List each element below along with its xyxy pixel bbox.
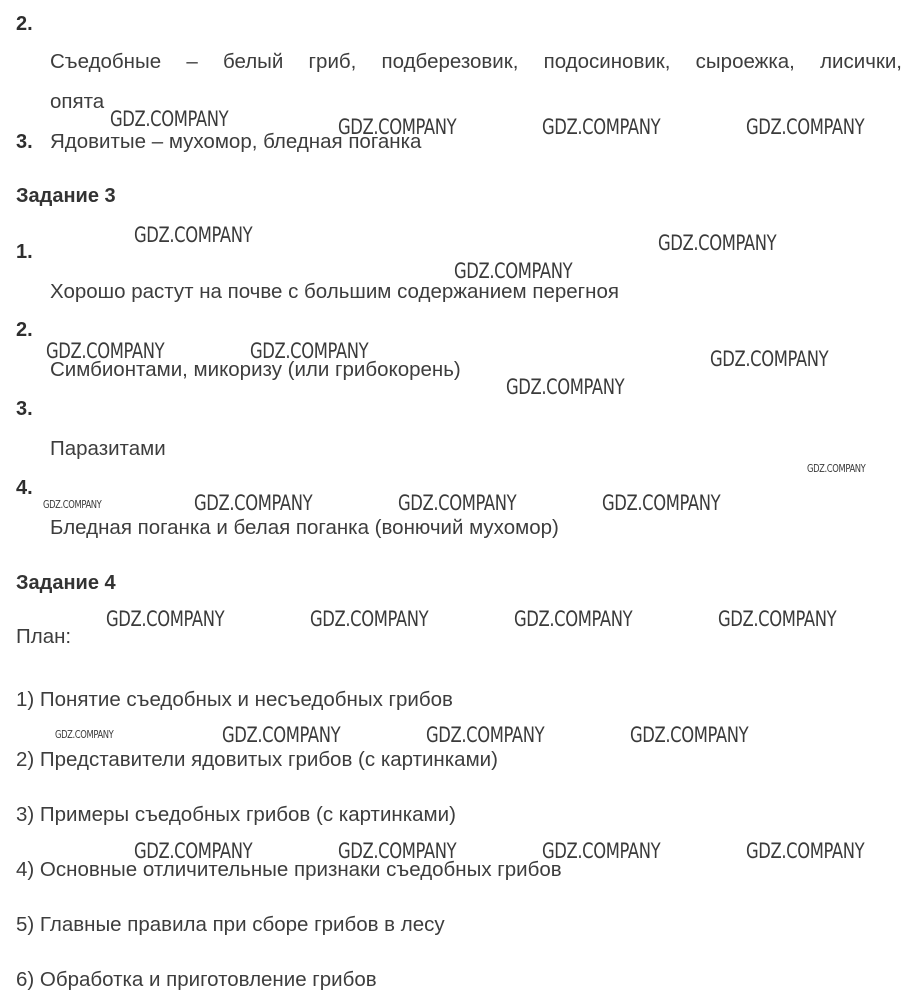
watermark: GDZ.COMPANY <box>454 259 573 283</box>
watermark: GDZ.COMPANY <box>338 115 457 139</box>
watermark: GDZ.COMPANY <box>250 339 369 363</box>
plan-item: 4) Основные отличительные признаки съедобных грибов <box>16 858 562 881</box>
item-number: 3. <box>16 398 33 420</box>
answer-text: Бледная поганка и белая поганка (вонючий мухомор) <box>50 516 559 539</box>
watermark: GDZ.COMPANY <box>110 107 229 131</box>
watermark: GDZ.COMPANY <box>46 339 165 363</box>
edible-mushrooms-text: Съедобные – белый гриб, подберезовик, подосиновик, сыроежка, лисички, <box>50 50 902 73</box>
item-number: 4. <box>16 477 33 499</box>
watermark: GDZ.COMPANY <box>55 729 114 741</box>
item-number: 2. <box>16 13 33 35</box>
watermark: GDZ.COMPANY <box>746 115 865 139</box>
answer-text: Симбионтами, микоризу (или грибокорень) <box>50 358 461 381</box>
watermark: GDZ.COMPANY <box>746 839 865 863</box>
plan-item: 1) Понятие съедобных и несъедобных грибов <box>16 688 453 711</box>
watermark: GDZ.COMPANY <box>43 499 102 511</box>
watermark: GDZ.COMPANY <box>134 839 253 863</box>
watermark: GDZ.COMPANY <box>710 347 829 371</box>
watermark: GDZ.COMPANY <box>602 491 721 515</box>
watermark: GDZ.COMPANY <box>338 839 457 863</box>
answer-text: Паразитами <box>50 437 166 460</box>
watermark: GDZ.COMPANY <box>542 115 661 139</box>
plan-item: 6) Обработка и приготовление грибов <box>16 968 377 991</box>
watermark: GDZ.COMPANY <box>398 491 517 515</box>
item-number: 3. <box>16 131 33 153</box>
plan-item: 5) Главные правила при сборе грибов в лесу <box>16 913 445 936</box>
watermark: GDZ.COMPANY <box>426 723 545 747</box>
watermark: GDZ.COMPANY <box>506 375 625 399</box>
task-4-heading: Задание 4 <box>16 572 116 594</box>
plan-item: 2) Представители ядовитых грибов (с картинками) <box>16 748 498 771</box>
watermark: GDZ.COMPANY <box>106 607 225 631</box>
watermark: GDZ.COMPANY <box>310 607 429 631</box>
watermark: GDZ.COMPANY <box>630 723 749 747</box>
watermark: GDZ.COMPANY <box>222 723 341 747</box>
watermark: GDZ.COMPANY <box>514 607 633 631</box>
watermark: GDZ.COMPANY <box>807 463 866 475</box>
edible-mushrooms-text-cont: опята <box>50 90 105 113</box>
watermark: GDZ.COMPANY <box>134 223 253 247</box>
plan-label: План: <box>16 625 72 648</box>
item-number: 1. <box>16 241 33 263</box>
plan-item: 3) Примеры съедобных грибов (с картинками) <box>16 803 456 826</box>
poisonous-mushrooms-text: Ядовитые – мухомор, бледная поганка <box>50 130 422 153</box>
item-number: 2. <box>16 319 33 341</box>
watermark: GDZ.COMPANY <box>718 607 837 631</box>
task-3-heading: Задание 3 <box>16 185 116 207</box>
watermark: GDZ.COMPANY <box>542 839 661 863</box>
watermark: GDZ.COMPANY <box>658 231 777 255</box>
answer-text: Хорошо растут на почве с большим содержанием перегноя <box>50 280 619 303</box>
watermark: GDZ.COMPANY <box>194 491 313 515</box>
